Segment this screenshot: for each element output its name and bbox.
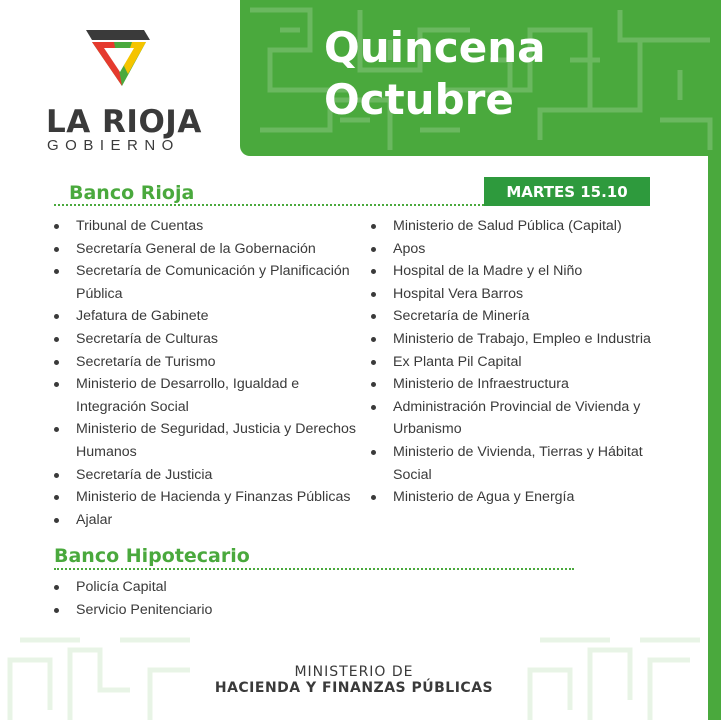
list-item: Administración Provincial de Vivienda y Urbanismo [369,396,669,441]
list-item: Secretaría de Justicia [52,464,362,487]
list-item: Ministerio de Vivienda, Tierras y Hábitat Social [369,441,669,486]
footer-ministry-line-2: HACIENDA Y FINANZAS PÚBLICAS [214,680,494,696]
section-divider [54,204,484,206]
list-item: Ministerio de Hacienda y Finanzas Públicas [52,486,362,509]
date-badge: MARTES 15.10 [484,177,650,206]
list-item: Secretaría de Culturas [52,328,362,351]
list-item: Apos [369,238,669,261]
list-item: Ministerio de Infraestructura [369,373,669,396]
section-title-banco-hipotecario: Banco Hipotecario [54,545,250,567]
list-item: Ex Planta Pil Capital [369,351,669,374]
list-item: Secretaría de Minería [369,305,669,328]
logo-subtitle: GOBIERNO [47,137,180,154]
la-rioja-logo-icon [84,26,152,90]
list-item: Secretaría General de la Gobernación [52,238,362,261]
list-item: Jefatura de Gabinete [52,305,362,328]
logo-wordmark: LA RIOJA [46,104,202,140]
title-line-1: Quincena [324,23,546,72]
list-item: Ministerio de Agua y Energía [369,486,669,509]
list-item: Ministerio de Desarrollo, Igualdad e Integración Social [52,373,362,418]
banco-rioja-left-list [52,215,362,531]
list-item: Hospital Vera Barros [369,283,669,306]
list-item: Servicio Penitenciario [52,599,362,622]
section-title-banco-rioja: Banco Rioja [69,182,195,204]
header-banner [240,0,721,156]
section-divider [54,568,574,570]
right-green-stripe [708,150,721,720]
banco-rioja-right-list [369,215,669,509]
title-line-2: Octubre [324,75,514,124]
list-item: Hospital de la Madre y el Niño [369,260,669,283]
banco-hipotecario-list [52,576,362,621]
list-item: Ministerio de Salud Pública (Capital) [369,215,669,238]
list-item: Ministerio de Seguridad, Justicia y Derechos Humanos [52,418,362,463]
list-item: Tribunal de Cuentas [52,215,362,238]
list-item: Ministerio de Trabajo, Empleo e Industria [369,328,669,351]
list-item: Ajalar [52,509,362,532]
list-item: Secretaría de Comunicación y Planificación Pública [52,260,362,305]
list-item: Secretaría de Turismo [52,351,362,374]
page-title [324,22,546,126]
list-item: Policía Capital [52,576,362,599]
footer-ministry-line-1: MINISTERIO DE [294,664,414,680]
